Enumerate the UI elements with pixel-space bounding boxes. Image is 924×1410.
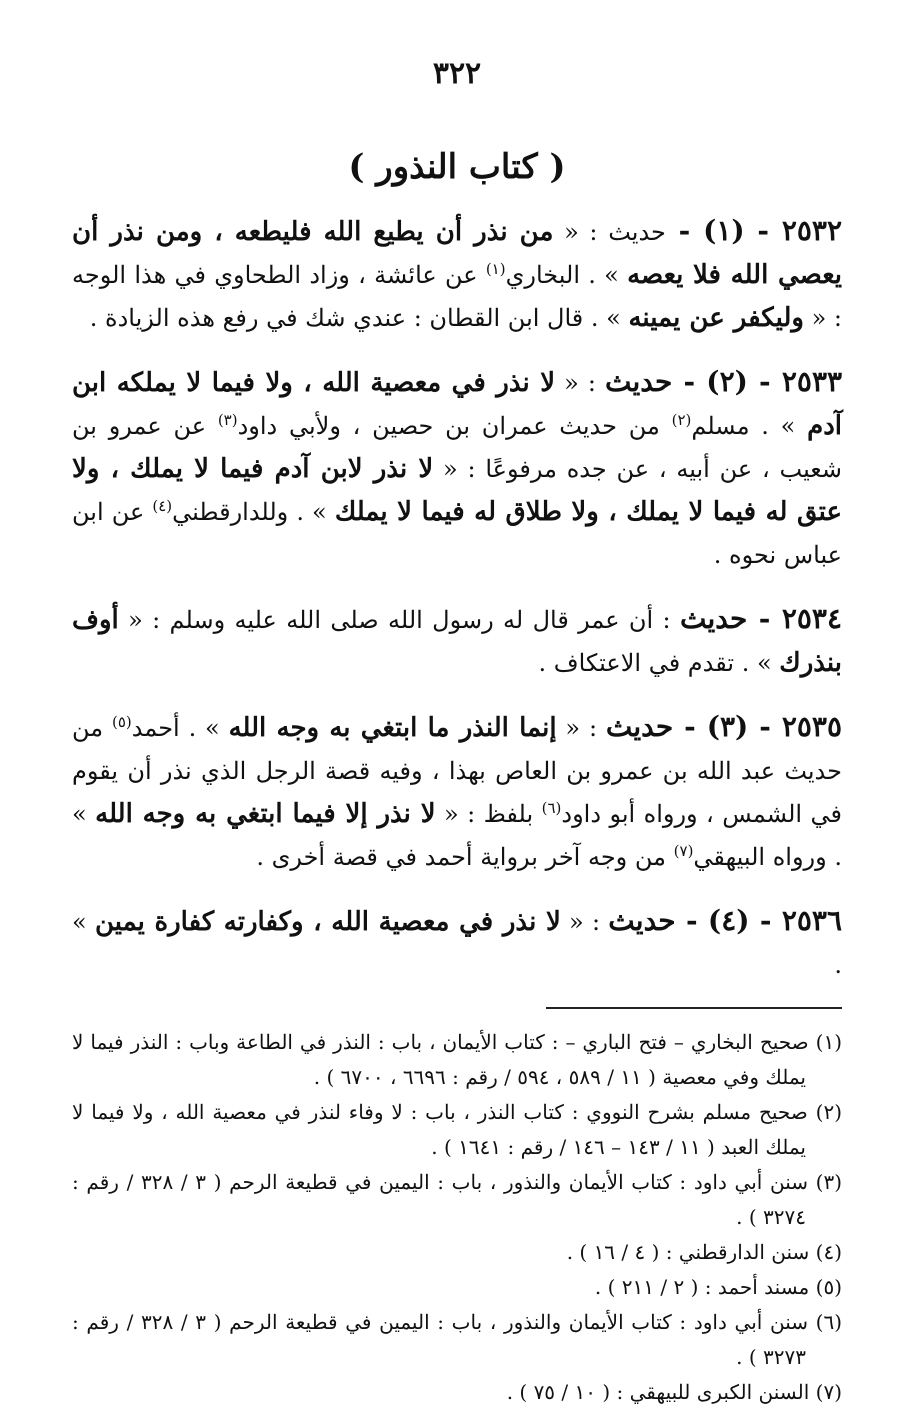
- hadith-number: ٢٥٣٥ - (٣) - حديث: [605, 710, 842, 743]
- hadith-text: لا نذر لابن آدم فيما لا يملك ، ولا عتق له فيما لا يملك ، ولا طلاق له فيما لا يملك: [72, 454, 842, 527]
- footnote-item: (٤) سنن الدارقطني : ( ٤ / ١٦ ) .: [566, 1240, 842, 1264]
- commentary-text: : «: [556, 714, 606, 742]
- commentary-text: : أن عمر قال له رسول الله صلى الله عليه وسلم : «: [118, 606, 680, 634]
- commentary-text: » . ورواه البيهقي: [72, 800, 842, 871]
- commentary-text: عن ابن عباس نحوه .: [72, 498, 842, 569]
- commentary-text: » . البخاري: [505, 261, 628, 289]
- chapter-title: ( كتاب النذور ): [348, 147, 566, 187]
- hadith-text: من نذر أن يطيع الله فليطعه ، ومن نذر أن يعصي الله فلا يعصه: [72, 217, 842, 290]
- footnote-item: (٣) سنن أبي داود : كتاب الأيمان والنذور ، باب : اليمين في قطيعة الرحم ( ٣ / ٣٢٨ / رقم : ٣٢٧٤ ) .: [72, 1170, 843, 1229]
- hadith-text: إنما النذر ما ابتغي به وجه الله: [228, 713, 557, 743]
- commentary-text: حديث : «: [553, 218, 666, 246]
- hadith-paragraph: [72, 360, 842, 577]
- hadith-number: ٢٥٣٦ - (٤) - حديث: [608, 904, 842, 937]
- commentary-text: » . قال ابن القطان : عندي شك في رفع هذه الزيادة .: [89, 304, 629, 332]
- footnote-item: (٧) السنن الكبرى للبيهقي : ( ١٠ / ٧٥ ) .: [506, 1380, 842, 1404]
- commentary-text: » . مسلم: [691, 412, 808, 440]
- commentary-text: » . وللدارقطني: [172, 498, 335, 526]
- document-page: [72, 56, 842, 1410]
- hadith-number: ٢٥٣٢ - (١) -: [665, 214, 842, 247]
- hadith-text: أوف بنذرك: [72, 605, 842, 678]
- commentary-text: من وجه آخر برواية أحمد في قصة أخرى .: [256, 843, 674, 871]
- hadith-paragraph: [72, 705, 842, 879]
- commentary-text: : «: [560, 908, 609, 936]
- footnote-item: (٦) سنن أبي داود : كتاب الأيمان والنذور ، باب : اليمين في قطيعة الرحم ( ٣ / ٣٢٨ / رقم : ٣٢٧٣ ) .: [72, 1310, 843, 1369]
- hadith-paragraph: [72, 209, 842, 340]
- commentary-text: من حديث عمران بن حصين ، ولأبي داود: [237, 412, 672, 440]
- footnote-item: (٢) صحيح مسلم بشرح النووي : كتاب النذر ، باب : لا وفاء لنذر في معصية الله ، ولا فيما لا يملك العبد ( ١١ / ١٤٣ – ١٤٦ / رقم : ١٦٤١ ) .: [72, 1100, 842, 1159]
- commentary-text: » .: [72, 908, 842, 979]
- footnote-item: (١) صحيح البخاري – فتح الباري – : كتاب الأيمان ، باب : النذر في الطاعة وباب : النذر فيما لا يملك وفي معصية ( ١١ / ٥٨٩ ، ٥٩٤ / رقم : ٦٦٩٦ ، ٦٧٠٠ ) .: [72, 1030, 842, 1089]
- footnote-divider: [546, 1007, 842, 1009]
- footnote-ref: (٣): [217, 411, 238, 429]
- footnote-item: (٥) مسند أحمد : ( ٢ / ٢١١ ) .: [594, 1275, 842, 1299]
- commentary-text: عن عائشة ، وزاد الطحاوي في هذا الوجه : «: [72, 261, 842, 332]
- footnote-ref: (١): [485, 260, 506, 278]
- commentary-text: عن عمرو بن شعيب ، عن أبيه ، عن جده مرفوعًا : «: [72, 412, 842, 483]
- footnote-ref: (٥): [111, 713, 132, 731]
- page-number: ٣٢٢: [432, 56, 482, 91]
- commentary-text: » . تقدم في الاعتكاف .: [538, 649, 780, 677]
- commentary-text: بلفظ : «: [435, 800, 542, 828]
- footnote-ref: (٦): [541, 799, 562, 817]
- hadith-text: لا نذر في معصية الله ، وكفارته كفارة يمين: [94, 907, 561, 937]
- hadith-paragraph: [72, 597, 842, 685]
- footnote-ref: (٤): [152, 497, 173, 515]
- hadith-list: [72, 209, 842, 987]
- footnote-ref: (٢): [671, 411, 692, 429]
- hadith-text: لا نذر إلا فيما ابتغي به وجه الله: [95, 799, 436, 829]
- commentary-text: : «: [555, 369, 606, 397]
- footnotes: [72, 1025, 842, 1410]
- footnote-ref: (٧): [673, 842, 694, 860]
- commentary-text: » . أحمد: [131, 714, 229, 742]
- hadith-number: ٢٥٣٣ - (٢) - حديث: [605, 365, 843, 398]
- hadith-number: ٢٥٣٤ - حديث: [680, 602, 842, 635]
- commentary-text: من حديث عبد الله بن عمرو بن العاص بهذا ، وفيه قصة الرجل الذي نذر أن يقوم في الشمس ، ورواه أبو داود: [72, 714, 843, 828]
- hadith-paragraph: [72, 899, 842, 987]
- hadith-text: وليكفر عن يمينه: [628, 303, 804, 333]
- hadith-text: لا نذر في معصية الله ، ولا فيما لا يملكه ابن آدم: [72, 368, 843, 441]
